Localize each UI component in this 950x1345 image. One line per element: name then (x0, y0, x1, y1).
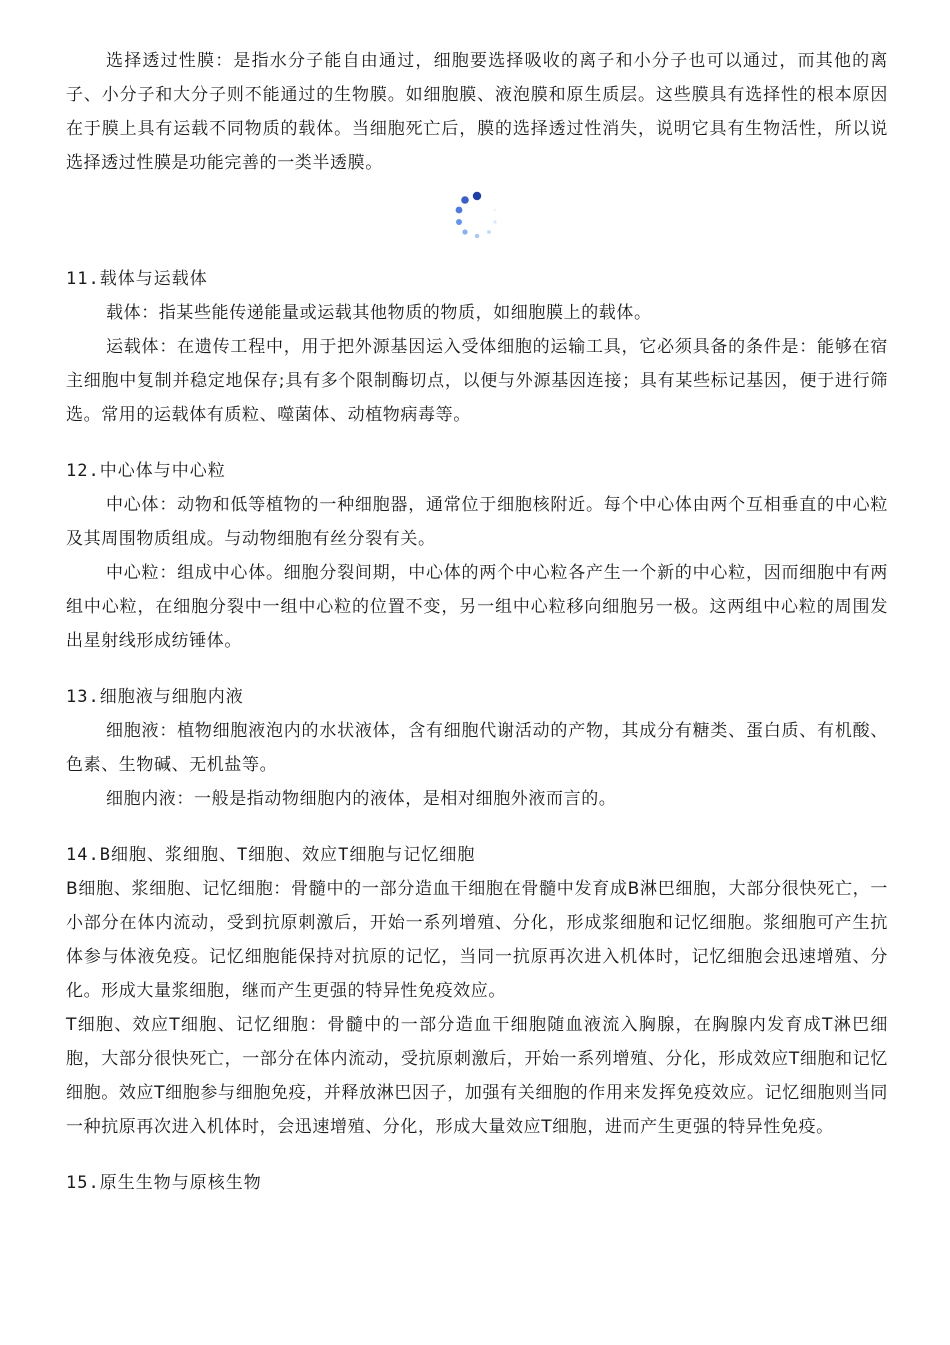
section-heading-15: 15.原生生物与原核生物 (66, 1173, 262, 1193)
section-13-paragraph-2: 细胞内液：一般是指动物细胞内的液体，是相对细胞外液而言的。 (106, 789, 617, 809)
section-11-paragraph-1: 载体：指某些能传递能量或运载其他物质的物质，如细胞膜上的载体。 (106, 303, 652, 323)
section-14-paragraph-1: B细胞、浆细胞、记忆细胞：骨髓中的一部分造血干细胞在骨髓中发育成B淋巴细胞，大部分很快死亡，一小部分在体内流动，受到抗原刺激后，开始一系列增殖、分化，形成浆细胞和记忆细胞。浆细胞可产生抗体参与体液免疫。记忆细胞能保持对抗原的记忆，当同一抗原再次进入机体时，记忆细胞会迅速增殖、分化。形成大量浆细胞，继而产生更强的特异性免疫效应。 (66, 879, 888, 1001)
loading-spinner-icon (450, 189, 504, 243)
document-page (66, 44, 888, 1200)
section-heading-13: 13.细胞液与细胞内液 (66, 687, 244, 707)
section-heading-11: 11.载体与运载体 (66, 269, 208, 289)
loading-indicator (66, 180, 888, 252)
intro-paragraph: 选择透过性膜：是指水分子能自由通过，细胞要选择吸收的离子和小分子也可以通过，而其他的离子、小分子和大分子则不能通过的生物膜。如细胞膜、液泡膜和原生质层。这些膜具有选择性的根本原因在于膜上具有运载不同物质的载体。当细胞死亡后，膜的选择透过性消失，说明它具有生物活性，所以说选择透过性膜是功能完善的一类半透膜。 (66, 51, 888, 173)
section-14-paragraph-2: T细胞、效应T细胞、记忆细胞：骨髓中的一部分造血干细胞随血液流入胸腺，在胸腺内发育成T淋巴细胞，大部分很快死亡，一部分在体内流动，受抗原刺激后，开始一系列增殖、分化，形成效应T细胞和记忆细胞。效应T细胞参与细胞免疫，并释放淋巴因子，加强有关细胞的作用来发挥免疫效应。记忆细胞则当同一种抗原再次进入机体时，会迅速增殖、分化，形成大量效应T细胞，进而产生更强的特异性免疫。 (66, 1015, 888, 1137)
section-11-paragraph-2: 运载体：在遗传工程中，用于把外源基因运入受体细胞的运输工具，它必须具备的条件是：能够在宿主细胞中复制并稳定地保存;具有多个限制酶切点，以便与外源基因连接；具有某些标记基因，便于进行筛选。常用的运载体有质粒、噬菌体、动植物病毒等。 (66, 337, 888, 425)
section-13-paragraph-1: 细胞液：植物细胞液泡内的水状液体，含有细胞代谢活动的产物，其成分有糖类、蛋白质、有机酸、色素、生物碱、无机盐等。 (66, 721, 888, 775)
section-heading-14: 14.B细胞、浆细胞、T细胞、效应T细胞与记忆细胞 (66, 845, 476, 865)
section-12-paragraph-2: 中心粒：组成中心体。细胞分裂间期，中心体的两个中心粒各产生一个新的中心粒，因而细胞中有两组中心粒，在细胞分裂中一组中心粒的位置不变，另一组中心粒移向细胞另一极。这两组中心粒的周围发出星射线形成纺锤体。 (66, 563, 888, 651)
section-12-paragraph-1: 中心体：动物和低等植物的一种细胞器，通常位于细胞核附近。每个中心体由两个互相垂直的中心粒及其周围物质组成。与动物细胞有丝分裂有关。 (66, 495, 888, 549)
section-heading-12: 12.中心体与中心粒 (66, 461, 226, 481)
